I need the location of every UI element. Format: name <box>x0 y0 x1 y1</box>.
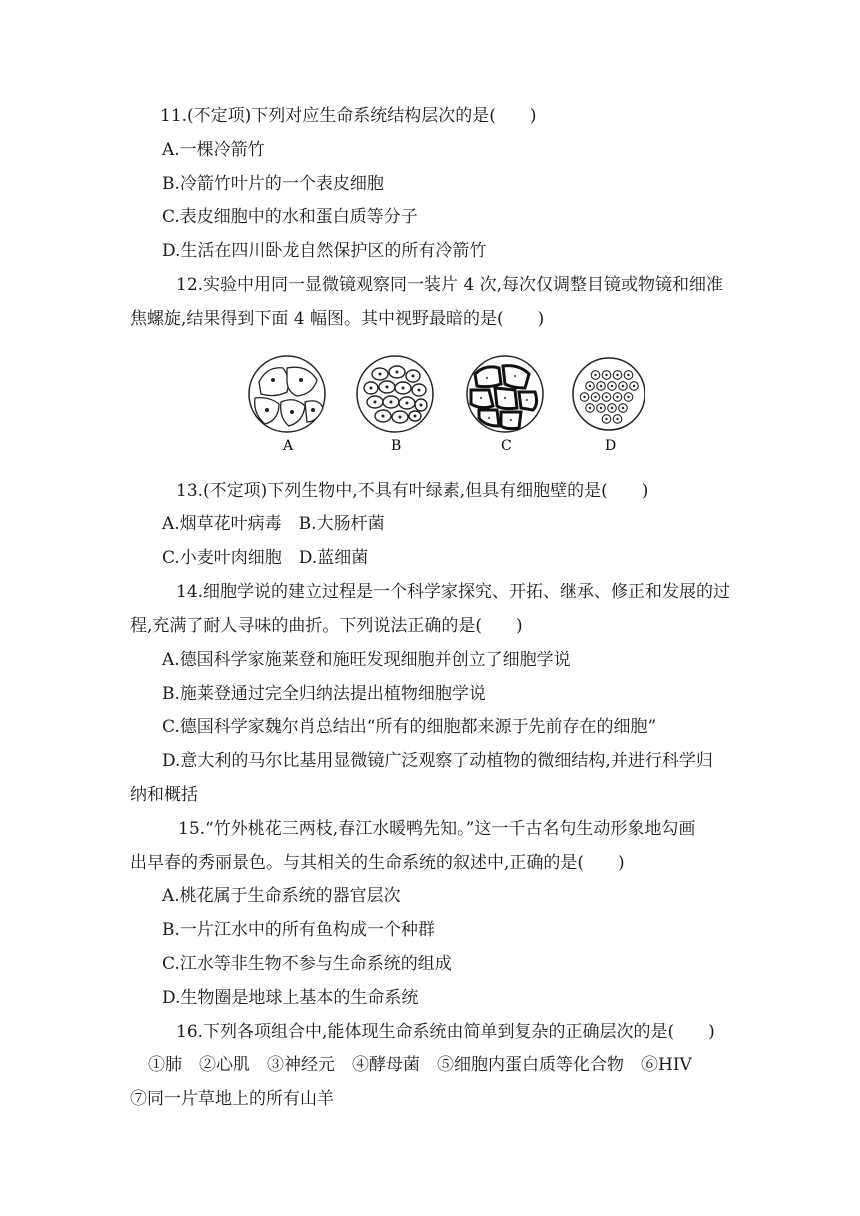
question-12-stem-line2: 焦螺旋,结果得到下面 4 幅图。其中视野最暗的是( ) <box>130 309 545 329</box>
field-d-nucleus <box>622 407 624 409</box>
field-b <box>357 356 433 432</box>
field-d-label: D <box>605 438 617 454</box>
q14-option-d-continuation: 纳和概括 <box>130 785 198 805</box>
field-d-nucleus <box>589 407 591 409</box>
question-15-stem-line1: 15.“竹外桃花三两枝,春江水暖鸭先知。”这一千古名句生动形象地勾画 <box>178 819 696 839</box>
field-d-nucleus <box>616 418 618 420</box>
q14-option-c: C.德国科学家魏尔肖总结出“所有的细胞都来源于先前存在的细胞” <box>162 717 657 737</box>
field-c-label: C <box>501 438 512 454</box>
field-d-nucleus <box>605 396 607 398</box>
field-d-nucleus <box>589 385 591 387</box>
q16-items-line2: ⑦同一片草地上的所有山羊 <box>130 1089 334 1109</box>
field-d-nucleus <box>627 396 629 398</box>
q15-option-c: C.江水等非生物不参与生命系统的组成 <box>162 954 452 974</box>
q15-option-a: A.桃花属于生命系统的器官层次 <box>162 886 401 906</box>
field-b-label: B <box>391 438 402 454</box>
question-14-stem-line1: 14.细胞学说的建立过程是一个科学家探究、开拓、继承、修正和发展的过 <box>176 582 731 602</box>
q14-option-d: D.意大利的马尔比基用显微镜广泛观察了动植物的微细结构,并进行科学归 <box>162 751 713 771</box>
q13-options-line1: A.烟草花叶病毒 B.大肠杆菌 <box>162 514 385 534</box>
field-d-nucleus <box>616 374 618 376</box>
question-12-stem-line1: 12.实验中用同一显微镜观察同一装片 4 次,每次仅调整目镜或物镜和细准 <box>176 275 724 295</box>
field-d-nucleus <box>627 374 629 376</box>
field-d-nucleus <box>611 407 613 409</box>
q15-option-d: D.生物圈是地球上基本的生命系统 <box>162 988 419 1008</box>
q11-option-c: C.表皮细胞中的水和蛋白质等分子 <box>162 207 418 227</box>
field-d-nucleus <box>583 396 585 398</box>
question-13-stem: 13.(不定项)下列生物中,不具有叶绿素,但具有细胞壁的是( ) <box>176 481 649 501</box>
question-14-stem-line2: 程,充满了耐人寻味的曲折。下列说法正确的是( ) <box>130 616 523 636</box>
field-d-nucleus <box>594 396 596 398</box>
field-d-nucleus <box>594 374 596 376</box>
q15-option-b: B.一片江水中的所有鱼构成一个种群 <box>162 920 435 940</box>
field-d-nucleus <box>600 407 602 409</box>
question-15-stem-line2: 出早春的秀丽景色。与其相关的生命系统的叙述中,正确的是( ) <box>130 853 625 873</box>
field-a-label: A <box>283 438 294 454</box>
field-d-nucleus <box>605 374 607 376</box>
q14-option-a: A.德国科学家施莱登和施旺发现细胞并创立了细胞学说 <box>162 650 571 670</box>
q16-items-line1: ①肺 ②心肌 ③神经元 ④酵母菌 ⑤细胞内蛋白质等化合物 ⑥HIV <box>148 1055 692 1075</box>
question-11-stem: 11.(不定项)下列对应生命系统结构层次的是( ) <box>160 106 537 126</box>
q14-option-b: B.施莱登通过完全归纳法提出植物细胞学说 <box>162 684 486 704</box>
field-c <box>467 356 543 432</box>
microscope-fields-figure <box>245 352 645 462</box>
q11-option-b: B.冷箭竹叶片的一个表皮细胞 <box>162 174 384 194</box>
field-d-nucleus <box>616 396 618 398</box>
q13-options-line2: C.小麦叶肉细胞 D.蓝细菌 <box>162 548 369 568</box>
q11-option-a: A.一棵冷箭竹 <box>162 140 265 160</box>
field-d <box>573 358 645 430</box>
field-d-nucleus <box>622 385 624 387</box>
field-a <box>249 356 325 432</box>
field-d-nucleus <box>633 385 635 387</box>
field-d-nucleus <box>600 385 602 387</box>
field-d-nucleus <box>605 418 607 420</box>
field-d-nucleus <box>611 385 613 387</box>
question-16-stem: 16.下列各项组合中,能体现生命系统由简单到复杂的正确层次的是( ) <box>176 1022 715 1042</box>
q11-option-d: D.生活在四川卧龙自然保护区的所有冷箭竹 <box>162 241 487 261</box>
